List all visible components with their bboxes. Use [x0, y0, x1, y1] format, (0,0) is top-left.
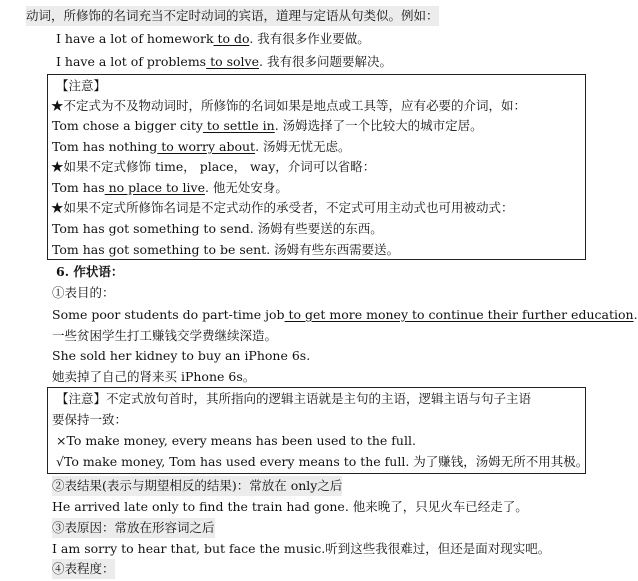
example-text: Some poor students do part-time job	[52, 307, 285, 322]
reason-label: ③表原因：常放在形容词之后	[52, 518, 215, 538]
result-label: ②表结果(表示与期望相反的结果)：常放在 only之后	[52, 476, 342, 496]
note2-line-2: 要保持一致：	[52, 412, 128, 427]
intro-example-1	[56, 29, 370, 49]
underlined-phrase: to get more money to continue their further education	[284, 307, 634, 322]
note2-line-1: 【注意】不定式放句首时，其所指向的逻辑主语就是主句的主语，逻辑主语与句子主语	[56, 391, 532, 406]
note-example-4: Tom has got something to send. 汤姆有些要送的东西。	[52, 221, 383, 236]
underlined-phrase: to do	[213, 31, 250, 46]
intro-example-2	[56, 52, 392, 72]
example-text: I have a lot of problems	[56, 54, 207, 69]
purpose-label: ①表目的：	[52, 285, 115, 300]
underlined-phrase: to solve	[206, 54, 259, 69]
note-title: 【注意】	[56, 78, 107, 93]
underlined-phrase: to worry about	[157, 139, 256, 154]
note-rule-1: ★不定式为不及物动词时，所修饰的名词如果是地点或工具等，应有必要的介词，如：	[51, 98, 527, 113]
example-translation: . 我有很多作业要做。	[249, 31, 370, 46]
wrong-example: ×To make money, every means has been used to the full.	[56, 433, 416, 448]
example-translation: . 汤姆选择了一个比较大的城市定居。	[274, 118, 483, 133]
example-text: Tom chose a bigger city	[52, 118, 203, 133]
example-text: I have a lot of homework	[56, 31, 214, 46]
example-text: Tom has	[52, 180, 105, 195]
note-example-5: Tom has got something to be sent. 汤姆有些东西需要送。	[52, 242, 400, 257]
right-example: √To make money, Tom has used every means to the full. 为了赚钱，汤姆无所不用其极。	[56, 454, 589, 469]
section-heading: 6. 作状语：	[56, 264, 124, 279]
intro-text: 动词，所修饰的名词充当不定时动词的宾语，道理与定语从句类似。例如：	[26, 6, 439, 26]
note-rule-2: ★如果不定式修饰 time， place， way，介词可以省略：	[51, 159, 376, 174]
reason-example: I am sorry to hear that, but face the music.听到这些我很难过，但还是面对现实吧。	[52, 541, 551, 556]
purpose-example-2: She sold her kidney to buy an iPhone 6s.	[52, 348, 311, 363]
purpose-translation-1: 一些贫困学生打工赚钱交学费继续深造。	[52, 328, 278, 343]
note-rule-3: ★如果不定式所修饰名词是不定式动作的承受者，不定式可用主动式也可用被动式：	[51, 200, 514, 215]
note-example-1	[52, 116, 483, 136]
underlined-phrase: to settle in	[202, 118, 275, 133]
purpose-example-1	[52, 305, 638, 325]
example-text: Tom has nothing	[52, 139, 158, 154]
example-end: .	[633, 307, 638, 322]
result-example: He arrived late only to find the train had gone. 他来晚了，只见火车已经走了。	[52, 499, 528, 514]
note-example-2	[52, 137, 351, 157]
degree-label: ④表程度：	[52, 559, 115, 579]
example-translation: . 他无处安身。	[204, 180, 288, 195]
example-translation: . 汤姆无忧无虑。	[255, 139, 351, 154]
underlined-phrase: no place to live	[104, 180, 205, 195]
note-example-3	[52, 178, 288, 198]
example-translation: . 我有很多问题要解决。	[259, 54, 392, 69]
purpose-translation-2: 她卖掉了自己的肾来买 iPhone 6s。	[52, 369, 256, 384]
